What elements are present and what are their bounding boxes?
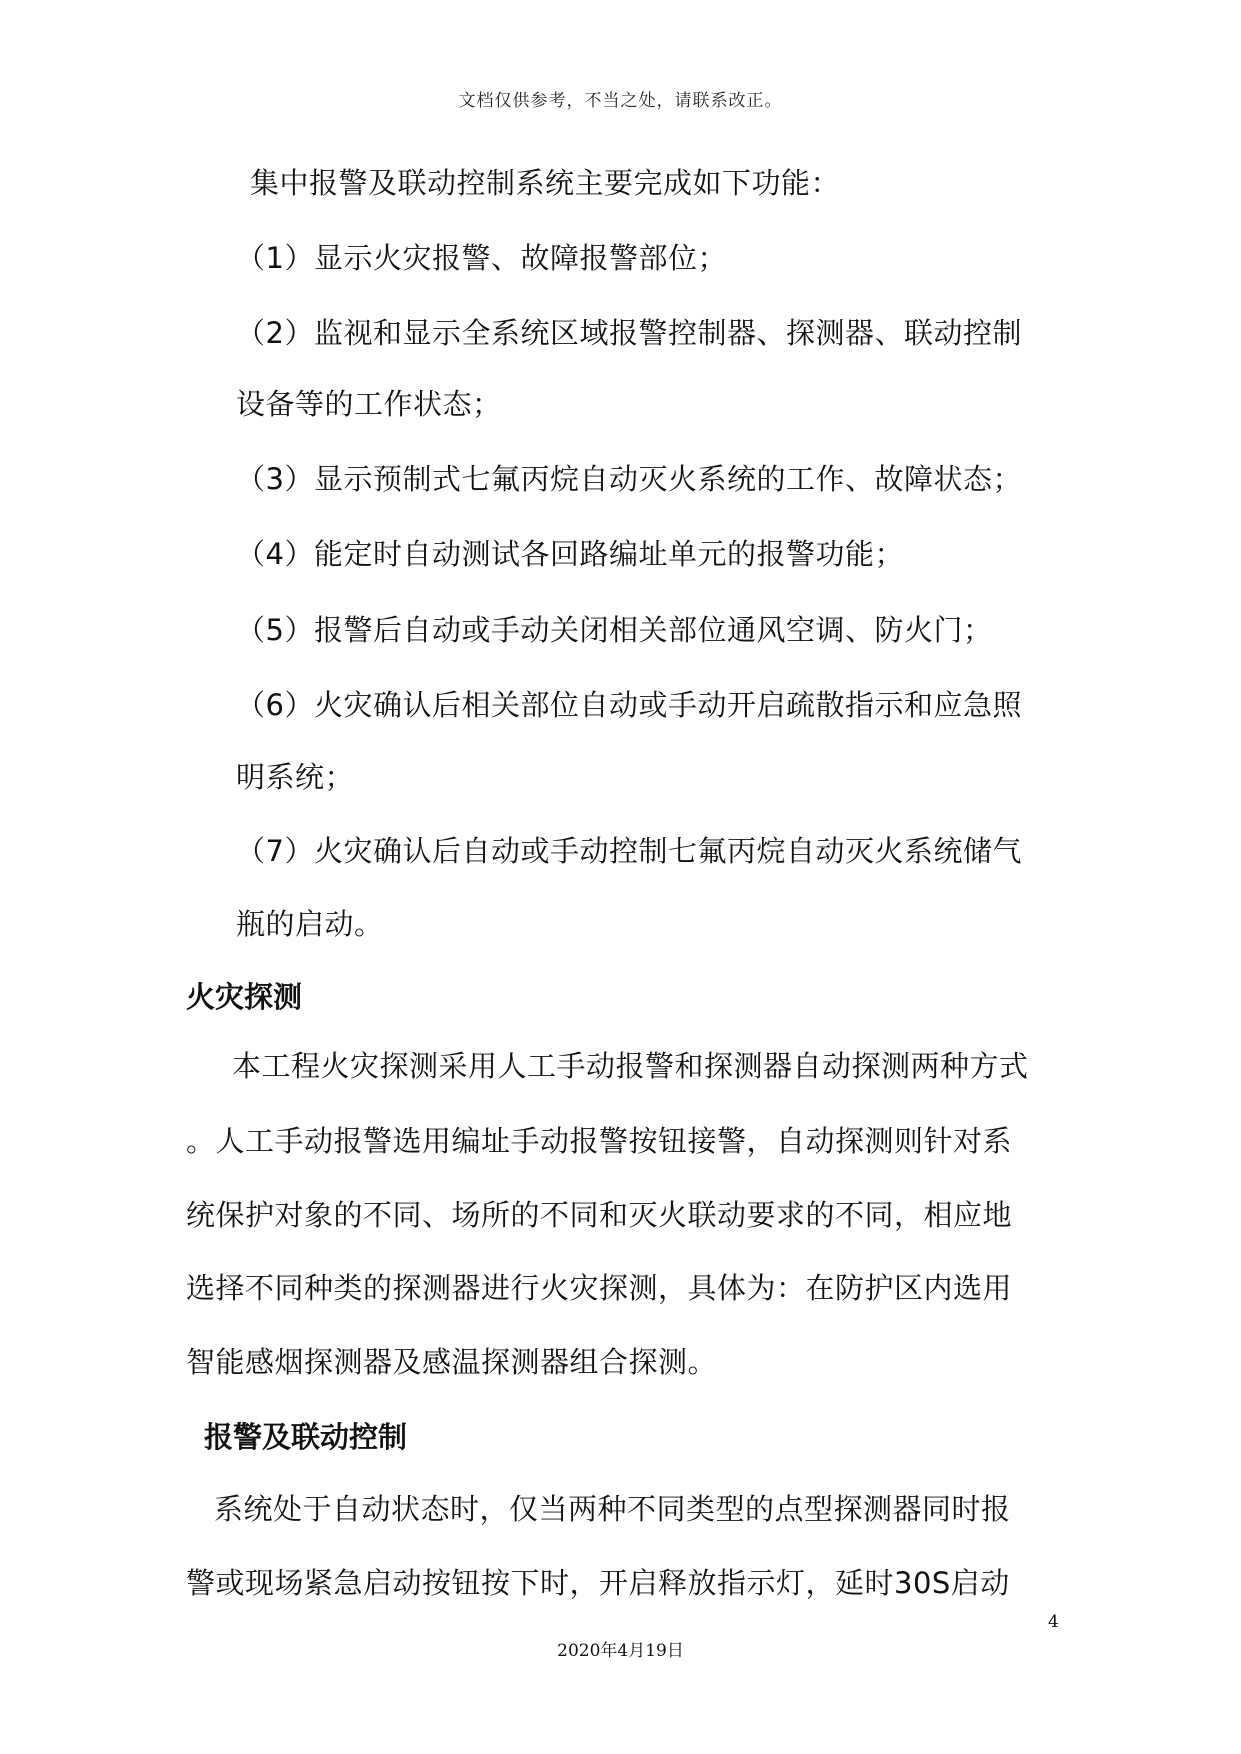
section-heading-alarm-linkage: 报警及联动控制 <box>204 1420 408 1454</box>
list-item: （3）显示预制式七氟丙烷自动灭火系统的工作、故障状态； <box>236 462 1022 496</box>
page-number: 4 <box>1048 1612 1059 1632</box>
paragraph-line: 。人工手动报警选用编址手动报警按钮接警，自动探测则针对系 <box>186 1124 1013 1158</box>
list-item: （7）火灾确认后自动或手动控制七氟丙烷自动灭火系统储气 <box>236 834 1022 868</box>
paragraph-line: 本工程火灾探测采用人工手动报警和探测器自动探测两种方式 <box>232 1049 1029 1083</box>
paragraph-line: 统保护对象的不同、场所的不同和灭火联动要求的不同，相应地 <box>186 1198 1013 1232</box>
list-item: （1）显示火灾报警、故障报警部位； <box>236 241 727 275</box>
paragraph-line: 选择不同种类的探测器进行火灾探测，具体为：在防护区内选用 <box>186 1271 1013 1305</box>
header-note: 文档仅供参考，不当之处，请联系改正。 <box>458 91 783 111</box>
list-item: 瓶的启动。 <box>236 907 384 941</box>
list-item: （6）火灾确认后相关部位自动或手动开启疏散指示和应急照 <box>236 688 1022 722</box>
paragraph-line: 警或现场紧急启动按钮按下时，开启释放指示灯，延时30S启动 <box>186 1566 1010 1600</box>
list-item: （4）能定时自动测试各回路编址单元的报警功能； <box>236 537 904 571</box>
list-item: 明系统； <box>236 760 355 794</box>
section1-intro: 集中报警及联动控制系统主要完成如下功能： <box>250 166 841 200</box>
footer-date: 2020年4月19日 <box>557 1641 684 1661</box>
paragraph-line: 智能感烟探测器及感温探测器组合探测。 <box>186 1345 718 1379</box>
list-item: 设备等的工作状态； <box>236 387 502 421</box>
section-heading-fire-detection: 火灾探测 <box>186 980 303 1014</box>
list-item: （5）报警后自动或手动关闭相关部位通风空调、防火门； <box>236 613 993 647</box>
paragraph-line: 系统处于自动状态时，仅当两种不同类型的点型探测器同时报 <box>214 1492 1011 1526</box>
list-item: （2）监视和显示全系统区域报警控制器、探测器、联动控制 <box>236 316 1022 350</box>
